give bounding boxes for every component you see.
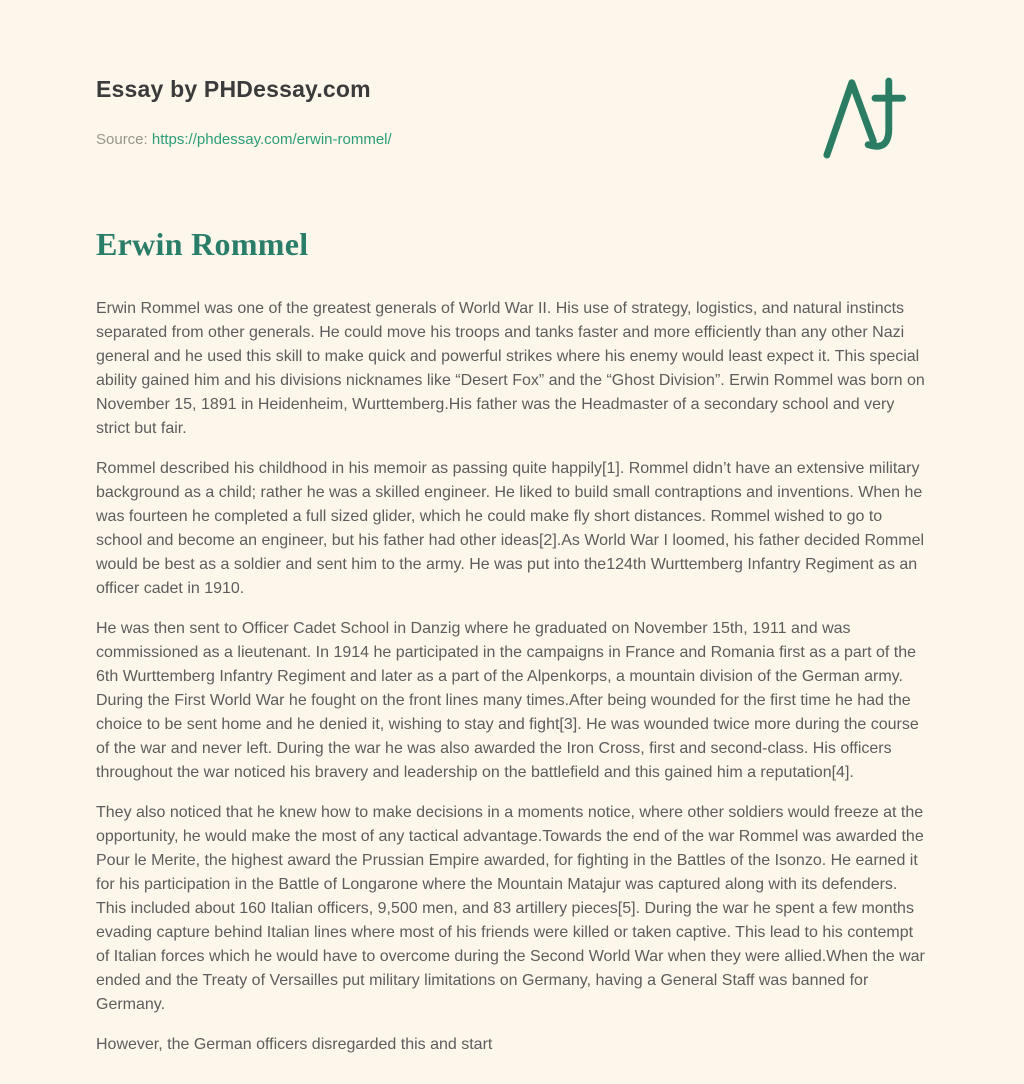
- source-label: Source:: [96, 131, 152, 148]
- essay-paragraph: They also noticed that he knew how to make decisions in a moments notice, where other soldiers would freeze at the opportunity, he would make the most of any tactical advantage.Towards the end of the war Rommel was awarded the Pour le Merite, the highest award the Prussian Empire awarded, for fighting in the Battles of the Isonzo. He earned it for his participation in the Battle of Longarone where the Mountain Matajur was captured along with its defenders. This included about 160 Italian officers, 9,500 men, and 83 artillery pieces[5]. During the war he spent a few months evading capture behind Italian lines where most of his friends were killed or taken captive. This lead to his contempt of Italian forces which he would have to overcome during the Second World War when they were allied.When the war ended and the Treaty of Versailles put military limitations on Germany, having a General Staff was banned for Germany.: [96, 804, 925, 1013]
- source-url-link[interactable]: https://phdessay.com/erwin-rommel/: [151, 131, 392, 148]
- essay-paragraph: However, the German officers disregarded this and start: [96, 1036, 493, 1053]
- site-title: Essay by PHDessay.com: [96, 76, 371, 102]
- essay-content: [96, 76, 930, 1073]
- essay-paragraph: Erwin Rommel was one of the greatest generals of World War II. His use of strategy, logistics, and natural instincts separated from other generals. He could move his troops and tanks faster and more efficiently than any other Nazi general and he used this skill to make quick and powerful strikes where his enemy would least expect it. This special ability gained him and his divisions nicknames like “Desert Fox” and the “Ghost Division”. Erwin Rommel was born on November 15, 1891 in Heidenheim, Wurttemberg.His father was the Headmaster of a secondary school and very strict but fair.: [96, 300, 925, 437]
- essay-paragraph: He was then sent to Officer Cadet School in Danzig where he graduated on November 15th, 1911 and was commissioned as a lieutenant. In 1914 he participated in the campaigns in France and Romania first as a part of the 6th Wurttemberg Infantry Regiment and later as a part of the Alpenkorps, a mountain division of the German army. During the First World War he fought on the front lines many times.After being wounded for the first time he had the choice to be sent home and he denied it, wishing to stay and fight[3]. He was wounded twice more during the course of the war and never left. During the war he was also awarded the Iron Cross, first and second-class. His officers throughout the war noticed his bravery and leadership on the battlefield and this gained him a reputation[4].: [96, 620, 919, 781]
- source-line: [96, 131, 930, 148]
- essay-paragraph: Rommel described his childhood in his memoir as passing quite happily[1]. Rommel didn’t have an extensive military background as a child; rather he was a skilled engineer. He liked to build small contraptions and inventions. When he was fourteen he completed a full sized glider, which he could make fly short distances. Rommel wished to go to school and become an engineer, but his father had other ideas[2].As World War I loomed, his father decided Rommel would be best as a soldier and sent him to the army. He was put into the124th Wurttemberg Infantry Regiment as an officer cadet in 1910.: [96, 460, 925, 597]
- essay-title: Erwin Rommel: [96, 226, 309, 262]
- essay-body: [96, 297, 930, 1057]
